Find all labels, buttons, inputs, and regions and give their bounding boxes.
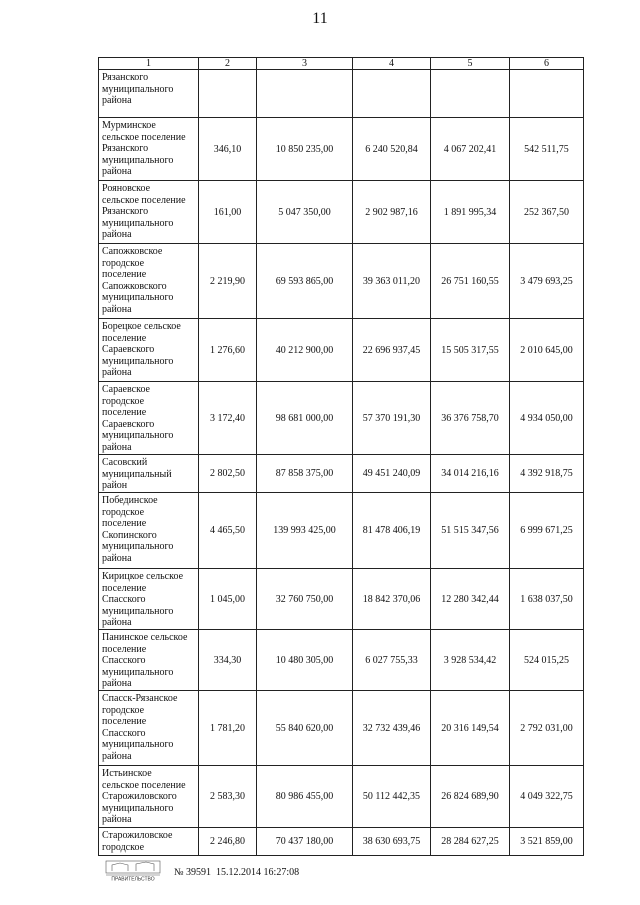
page-number: 11 [312,10,328,27]
value-cell: 1 276,60 [199,319,257,382]
value-cell: 87 858 375,00 [257,455,353,493]
value-cell: 2 792 031,00 [510,691,584,766]
value-cell: 2 902 987,16 [353,181,431,244]
value-cell: 15 505 317,55 [431,319,510,382]
value-cell: 4 049 322,75 [510,766,584,828]
document-datetime: 15.12.2014 16:27:08 [216,867,300,878]
table-row [99,493,584,569]
value-cell: 3 521 859,00 [510,828,584,856]
stamp-logo [102,860,164,882]
document-number: № 39591 [174,867,212,878]
column-header: 1 [99,58,199,70]
value-cell: 36 376 758,70 [431,382,510,455]
value-cell: 252 367,50 [510,181,584,244]
value-cell: 6 240 520,84 [353,118,431,181]
table-row [99,691,584,766]
table-row [99,319,584,382]
value-cell: 32 760 750,00 [257,569,353,630]
value-cell: 2 010 645,00 [510,319,584,382]
settlement-name-cell: Сапожковское городское поселение Сапожковского муниципального района [99,244,199,319]
value-cell: 4 465,50 [199,493,257,569]
value-cell: 39 363 011,20 [353,244,431,319]
settlement-name-cell: Борецкое сельское поселение Сараевского муниципального района [99,319,199,382]
value-cell: 161,00 [199,181,257,244]
value-cell: 1 638 037,50 [510,569,584,630]
table-row [99,569,584,630]
value-cell: 26 824 689,90 [431,766,510,828]
value-cell: 51 515 347,56 [431,493,510,569]
value-cell: 10 480 305,00 [257,630,353,691]
table-row [99,766,584,828]
value-cell: 3 928 534,42 [431,630,510,691]
table-row [99,828,584,856]
value-cell [431,70,510,118]
value-cell: 542 511,75 [510,118,584,181]
column-header: 2 [199,58,257,70]
table-row [99,181,584,244]
value-cell: 34 014 216,16 [431,455,510,493]
value-cell [199,70,257,118]
settlement-name-cell: Рязанского муниципального района [99,70,199,118]
value-cell: 28 284 627,25 [431,828,510,856]
settlement-name-cell: Побединское городское поселение Скопинского муниципального района [99,493,199,569]
value-cell: 3 172,40 [199,382,257,455]
column-header: 6 [510,58,584,70]
value-cell [353,70,431,118]
value-cell: 55 840 620,00 [257,691,353,766]
column-header: 5 [431,58,510,70]
value-cell: 4 392 918,75 [510,455,584,493]
settlement-name-cell: Панинское сельское поселение Спасского муниципального района [99,630,199,691]
value-cell: 4 067 202,41 [431,118,510,181]
value-cell: 334,30 [199,630,257,691]
value-cell: 70 437 180,00 [257,828,353,856]
settlement-name-cell: Мурминское сельское поселение Рязанского муниципального района [99,118,199,181]
table-row [99,70,584,118]
settlement-name-cell: Старожиловское городское [99,828,199,856]
value-cell: 3 479 693,25 [510,244,584,319]
svg-text:ПРАВИТЕЛЬСТВО: ПРАВИТЕЛЬСТВО [111,876,155,882]
settlement-name-cell: Истьинское сельское поселение Старожиловского муниципального района [99,766,199,828]
value-cell: 50 112 442,35 [353,766,431,828]
settlement-name-cell: Сасовский муниципальный район [99,455,199,493]
header-row [99,58,584,70]
settlement-name-cell: Кирицкое сельское поселение Спасского муниципального района [99,569,199,630]
settlement-name-cell: Сараевское городское поселение Сараевского муниципального района [99,382,199,455]
value-cell: 6 999 671,25 [510,493,584,569]
column-header: 4 [353,58,431,70]
value-cell [257,70,353,118]
value-cell: 40 212 900,00 [257,319,353,382]
footer [98,860,398,884]
value-cell: 38 630 693,75 [353,828,431,856]
value-cell: 1 045,00 [199,569,257,630]
value-cell: 2 246,80 [199,828,257,856]
table-row [99,382,584,455]
settlement-name-cell: Спасск-Рязанское городское поселение Спасского муниципального района [99,691,199,766]
document-registration [174,867,299,878]
column-header: 3 [257,58,353,70]
value-cell: 22 696 937,45 [353,319,431,382]
value-cell: 32 732 439,46 [353,691,431,766]
value-cell: 69 593 865,00 [257,244,353,319]
value-cell: 57 370 191,30 [353,382,431,455]
value-cell: 26 751 160,55 [431,244,510,319]
value-cell: 4 934 050,00 [510,382,584,455]
table-row [99,244,584,319]
table-row [99,455,584,493]
value-cell: 2 583,30 [199,766,257,828]
value-cell: 346,10 [199,118,257,181]
value-cell: 20 316 149,54 [431,691,510,766]
table-row [99,630,584,691]
value-cell: 2 802,50 [199,455,257,493]
value-cell: 1 781,20 [199,691,257,766]
value-cell: 139 993 425,00 [257,493,353,569]
value-cell: 98 681 000,00 [257,382,353,455]
budget-table [98,57,584,856]
value-cell: 81 478 406,19 [353,493,431,569]
value-cell: 80 986 455,00 [257,766,353,828]
value-cell [510,70,584,118]
table-row [99,118,584,181]
value-cell: 12 280 342,44 [431,569,510,630]
value-cell: 18 842 370,06 [353,569,431,630]
value-cell: 1 891 995,34 [431,181,510,244]
value-cell: 524 015,25 [510,630,584,691]
value-cell: 49 451 240,09 [353,455,431,493]
value-cell: 2 219,90 [199,244,257,319]
value-cell: 6 027 755,33 [353,630,431,691]
value-cell: 10 850 235,00 [257,118,353,181]
value-cell: 5 047 350,00 [257,181,353,244]
settlement-name-cell: Рояновское сельское поселение Рязанского муниципального района [99,181,199,244]
